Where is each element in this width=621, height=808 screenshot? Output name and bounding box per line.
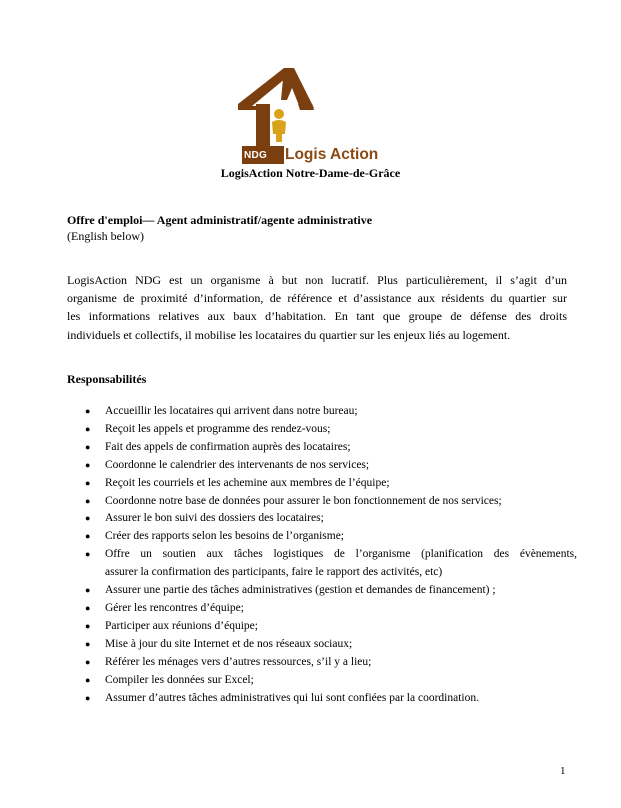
list-item	[67, 528, 577, 546]
list-item	[67, 654, 577, 672]
list-item	[67, 493, 577, 511]
list-item	[67, 690, 577, 708]
bullet-icon: ●	[85, 602, 91, 613]
page-number: 1	[560, 765, 566, 777]
list-item	[67, 618, 577, 636]
bullet-icon: ●	[85, 656, 91, 667]
responsibilities-list	[67, 403, 577, 707]
list-item-text: Assurer le bon suivi des dossiers des locataires;	[105, 512, 324, 525]
organization-name: LogisAction Notre-Dame-de-Grâce	[220, 166, 401, 180]
bullet-icon: ●	[85, 459, 91, 470]
list-item	[67, 457, 577, 475]
list-item-text: Coordonne notre base de données pour assurer le bon fonctionnement de nos services;	[105, 494, 502, 507]
bullet-icon: ●	[85, 495, 91, 506]
intro-line: les informations relatives aux baux d’habitation. En tant que groupe de défense des droits	[67, 309, 567, 324]
bullet-icon: ●	[85, 674, 91, 685]
bullet-icon: ●	[85, 406, 91, 416]
intro-line: individuels et collectifs, il mobilise les locataires du quartier sur les enjeux liés au logement.	[67, 327, 511, 342]
bullet-icon: ●	[85, 638, 91, 649]
bullet-icon: ●	[85, 549, 91, 560]
intro-line: organisme de proximité d’information, de référence et d’assistance aux résidents du quartier sur	[67, 291, 567, 306]
bullet-icon: ●	[85, 441, 91, 452]
list-item-text: Compiler les données sur Excel;	[105, 673, 254, 686]
intro-paragraph	[67, 271, 567, 344]
list-item-text: Reçoit les appels et programme des rendez-vous;	[105, 422, 331, 435]
list-item-text: Assumer d’autres tâches administratives qui lui sont confiées par la coordination.	[105, 691, 479, 704]
responsibilities-heading: Responsabilités	[67, 372, 147, 386]
list-item-text: Offre un soutien aux tâches logistiques de l’organisme (planification des évènements,	[105, 548, 577, 561]
list-item	[67, 546, 577, 582]
list-item	[67, 672, 577, 690]
list-item-text: Accueillir les locataires qui arrivent dans notre bureau;	[105, 405, 358, 417]
logisaction-logo	[238, 66, 398, 170]
list-item	[67, 403, 577, 421]
list-item-text: Participer aux réunions d’équipe;	[105, 619, 258, 632]
logo-ndg-text: NDG	[244, 150, 268, 161]
bullet-icon: ●	[85, 692, 91, 703]
a-right-leg-shape	[298, 104, 314, 110]
bullet-icon: ●	[85, 620, 91, 631]
bullet-icon: ●	[85, 423, 91, 434]
list-item-text: Référer les ménages vers d’autres ressources, s’il y a lieu;	[105, 655, 372, 668]
list-item	[67, 600, 577, 618]
person-body-shape	[272, 120, 286, 142]
list-item-text: Gérer les rencontres d’équipe;	[105, 601, 244, 614]
list-item-text: Coordonne le calendrier des intervenants de nos services;	[105, 458, 370, 471]
logo-wordmark: Logis Action	[285, 146, 379, 163]
bullet-icon: ●	[85, 585, 91, 596]
person-head-shape	[274, 109, 284, 119]
list-item	[67, 439, 577, 457]
english-below-note: (English below)	[67, 229, 144, 243]
bullet-icon: ●	[85, 531, 91, 542]
list-item	[67, 475, 577, 493]
intro-line: LogisAction NDG est un organisme à but non lucratif. Plus particulièrement, il s’agit d’un	[67, 273, 567, 287]
bullet-icon: ●	[85, 513, 91, 524]
job-offer-title: Offre d'emploi— Agent administratif/agente administrative	[67, 213, 373, 227]
list-item-text-continued: assurer la confirmation des participants, faire le rapport des activités, etc)	[105, 566, 443, 579]
list-item-text: Mise à jour du site Internet et de nos réseaux sociaux;	[105, 637, 353, 650]
bullet-icon: ●	[85, 477, 91, 488]
list-item-text: Créer des rapports selon les besoins de l’organisme;	[105, 530, 344, 543]
list-item-text: Reçoit les courriels et les achemine aux membres de l’équipe;	[105, 476, 390, 489]
list-item	[67, 510, 577, 528]
list-item	[67, 636, 577, 654]
a-apex-shape	[281, 68, 314, 108]
list-item-text: Assurer une partie des tâches administratives (gestion et demandes de financement) ;	[105, 584, 496, 597]
list-item-text: Fait des appels de confirmation auprès des locataires;	[105, 440, 351, 453]
list-item	[67, 421, 577, 439]
list-item	[67, 582, 577, 600]
